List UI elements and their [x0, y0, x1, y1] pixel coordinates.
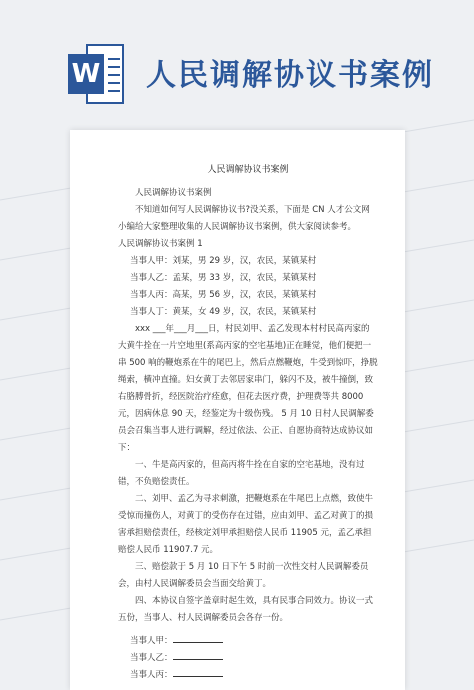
word-badge: W [68, 54, 104, 94]
page-title: 人民调解协议书案例 [146, 58, 434, 93]
party-line: 当事人丙：高某，男 56 岁，汉，农民，某镇某村 [130, 290, 317, 300]
signature-label: 当事人乙： [130, 653, 173, 663]
agreement-clause: 一、牛是高丙家的，但高丙将牛拴在自家的空宅基地，没有过错，不负赔偿责任。 [118, 460, 365, 487]
word-icon [68, 44, 124, 104]
signature-line [118, 667, 378, 684]
header [0, 0, 474, 120]
agreement-clause: 三、赔偿款于 5 月 10 日下午 5 时前一次性交村人民调解委员会，由村人民调解委员会当面交给黄丁。 [118, 562, 369, 589]
document-heading: 人民调解协议书案例 [207, 165, 289, 175]
intro-title: 人民调解协议书案例 [135, 188, 212, 198]
signature-label: 当事人丙： [130, 670, 173, 680]
party-line: 当事人乙：孟某，男 33 岁，汉，农民，某镇某村 [130, 273, 317, 283]
agreement-clause: 四、本协议自签字盖章时起生效，具有民事合同效力。协议一式五份，当事人、村人民调解委员会各存一份。 [118, 596, 374, 623]
agreement-clause: 二、刘甲、孟乙为寻求刺激，把鞭炮系在牛尾巴上点燃，致使牛受惊而撞伤人，对黄丁的受伤存在过错，应由刘甲、孟乙对黄丁的损害承担赔偿责任，经核定刘甲承担赔偿人民币 11905 元，孟乙承担赔偿人民币 11907.7 元。 [118, 494, 374, 555]
signature-blank [173, 633, 223, 643]
party-line: 当事人甲：刘某，男 29 岁，汉，农民，某镇某村 [130, 256, 317, 266]
party-line: 当事人丁：黄某，女 49 岁，汉，农民，某镇某村 [130, 307, 317, 317]
signature-line [118, 633, 378, 650]
signature-line [118, 650, 378, 667]
document-body [118, 162, 378, 684]
intro-text: 不知道如何写人民调解协议书?没关系，下面是 CN 人才公文网小编给大家整理收集的人民调解协议书案例，供大家阅读参考。 [118, 205, 370, 232]
facts-paragraph: xxx ___年___月___日，村民刘甲、孟乙发现本村村民高丙家的大黄牛拴在一片空地里(系高丙家的空宅基地)正在睡觉，他们便把一串 500 响的鞭炮系在牛的尾巴上，然后点燃鞭炮，牛受到惊吓，挣脱绳索，横冲直撞。妇女黄丁去邻居家串门，躲闪不及，被牛撞倒，致右胳膊骨折，经医院治疗痊愈，但花去医疗费，护理费等共 8000 元，因病休息 90 天，经鉴定为十级伤残。 5 月 10 日村人民调解委员会召集当事人进行调解，经过依法、公正、自愿协商特达成协议如下： [118, 324, 378, 453]
signature-blank [173, 650, 223, 660]
case-title: 人民调解协议书案例 1 [118, 239, 203, 249]
signature-label: 当事人甲： [130, 636, 173, 646]
